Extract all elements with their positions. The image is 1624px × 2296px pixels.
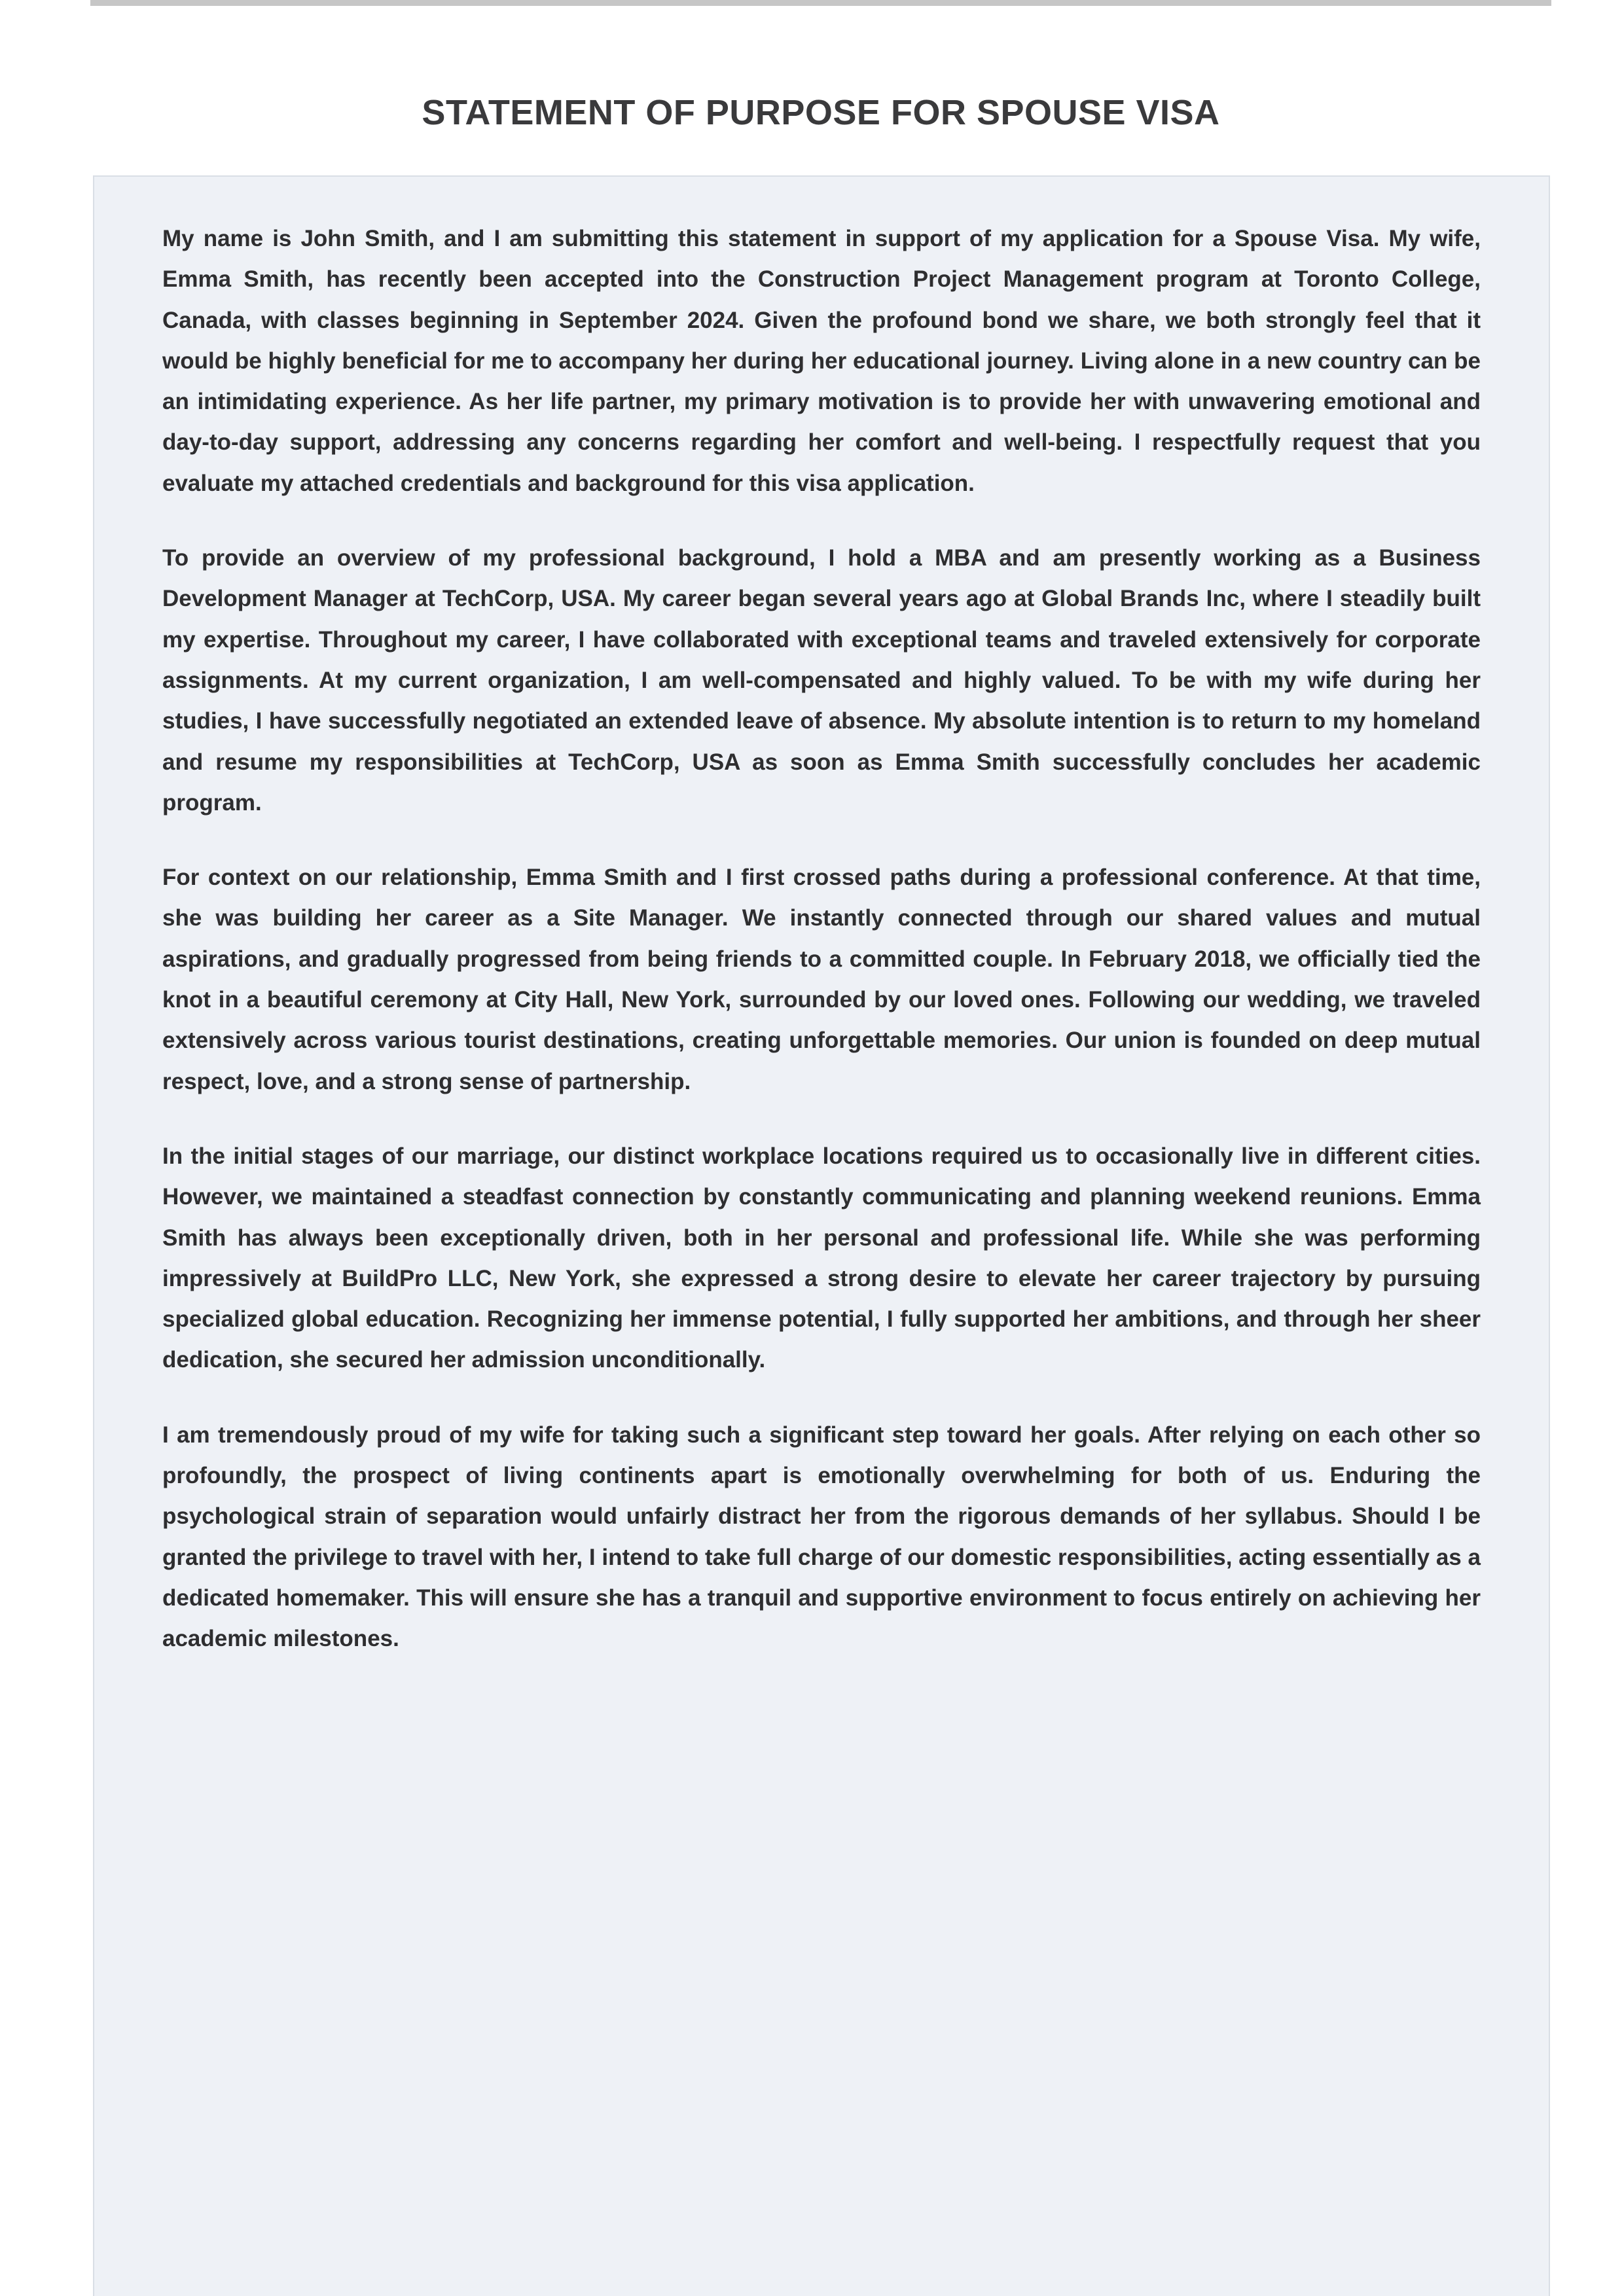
statement-paragraph: In the initial stages of our marriage, our distinct workplace locations required us to occasionally live in different cities. However, we maintained a steadfast connection by constantly communicating and planning weekend reunions. Emma Smith has always been exceptionally driven, both in her personal and professional life. While she was performing impressively at BuildPro LLC, New York, she expressed a strong desire to elevate her career trajectory by pursuing specialized global education. Recognizing her immense potential, I fully supported her ambitions, and through her sheer dedication, she secured her admission unconditionally. <box>162 1143 1481 1373</box>
statement-paragraph: To provide an overview of my professional background, I hold a MBA and am presently working as a Business Development Manager at TechCorp, USA. My career began several years ago at Global Brands Inc, where I steadily built my expertise. Throughout my career, I have collaborated with exceptional teams and traveled extensively for corporate assignments. At my current organization, I am well-compensated and highly valued. To be with my wife during her studies, I have successfully negotiated an extended leave of absence. My absolute intention is to return to my homeland and resume my responsibilities at TechCorp, USA as soon as Emma Smith successfully concludes her academic program. <box>162 545 1481 816</box>
statement-paragraph: I am tremendously proud of my wife for taking such a significant step toward her goals. After relying on each other so profoundly, the prospect of living continents apart is emotionally overwhelming for both of us. Enduring the psychological strain of separation would unfairly distract her from the rigorous demands of her syllabus. Should I be granted the privilege to travel with her, I intend to take full charge of our domestic responsibilities, acting essentially as a dedicated homemaker. This will ensure she has a tranquil and supportive environment to focus entirely on achieving her academic milestones. <box>162 1422 1481 1652</box>
statement-body <box>162 219 1481 1660</box>
statement-content-card <box>93 175 1550 2296</box>
statement-paragraph: For context on our relationship, Emma Smith and I first crossed paths during a professional conference. At that time, she was building her career as a Site Manager. We instantly connected through our shared values and mutual aspirations, and gradually progressed from being friends to a committed couple. In February 2018, we officially tied the knot in a beautiful ceremony at City Hall, New York, surrounded by our loved ones. Following our wedding, we traveled extensively across various tourist destinations, creating unforgettable memories. Our union is founded on deep mutual respect, love, and a strong sense of partnership. <box>162 865 1481 1094</box>
top-rule-divider <box>90 0 1551 6</box>
page-title: STATEMENT OF PURPOSE FOR SPOUSE VISA <box>422 93 1220 133</box>
statement-paragraph: My name is John Smith, and I am submitting this statement in support of my application for a Spouse Visa. My wife, Emma Smith, has recently been accepted into the Construction Project Management program at Toronto College, Canada, with classes beginning in September 2024. Given the profound bond we share, we both strongly feel that it would be highly beneficial for me to accompany her during her educational journey. Living alone in a new country can be an intimidating experience. As her life partner, my primary motivation is to provide her with unwavering emotional and day-to-day support, addressing any concerns regarding her comfort and well-being. I respectfully request that you evaluate my attached credentials and background for this visa application. <box>162 226 1481 496</box>
